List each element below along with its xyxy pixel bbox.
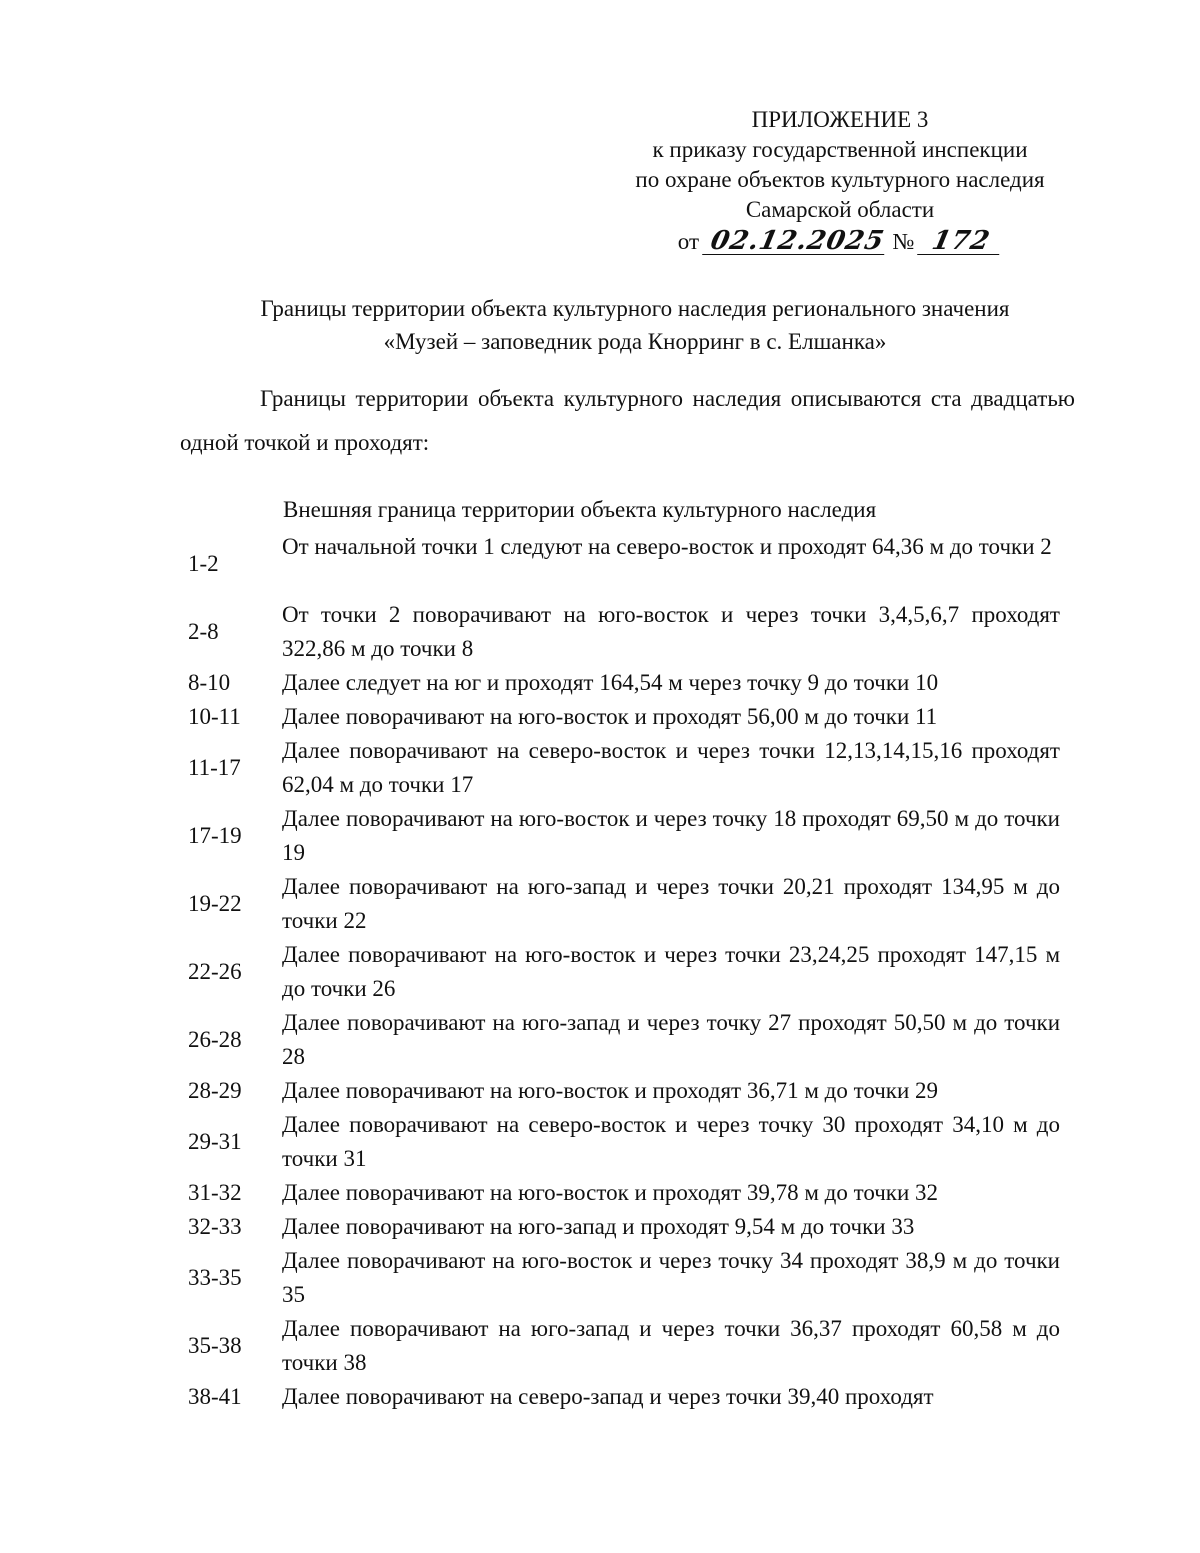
appendix-line-2: по охране объектов культурного наследия [635,167,1045,192]
appendix-line-1: к приказу государственной инспекции [652,137,1028,162]
appendix-header [600,105,1080,257]
segment-row [180,1244,1060,1312]
segment-row [180,1006,1060,1074]
section-heading: Внешняя граница территории объекта культурного наследия [283,497,877,522]
segment-row [180,870,1060,938]
title-line-1: Границы территории объекта культурного наследия регионального значения [260,296,1010,321]
segment-row [180,666,1060,700]
segment-code: 10-11 [188,704,241,729]
segment-description: Далее поворачивают на юго-восток и проходят 56,00 м до точки 11 [282,704,938,729]
segment-description: Далее поворачивают на юго-запад и проходят 9,54 м до точки 33 [282,1214,915,1239]
segment-code: 2-8 [188,619,219,644]
segment-row [180,598,1060,666]
title-line-2: «Музей – заповедник рода Кнорринг в с. Елшанка» [383,329,887,354]
segment-code: 31-32 [188,1180,242,1205]
segment-code: 33-35 [188,1265,242,1290]
segment-code: 22-26 [188,959,242,984]
segment-description: Далее поворачивают на юго-восток и через точки 23,24,25 проходят 147,15 м до точки 26 [282,942,1060,1001]
segment-description: Далее поворачивают на северо-запад и через точки 39,40 проходят [282,1384,934,1409]
intro-paragraph: Границы территории объекта культурного наследия описываются ста двадцатью одной точкой и проходят: [180,386,1075,455]
segment-row [180,700,1060,734]
segment-code: 26-28 [188,1027,242,1052]
segment-description: Далее поворачивают на юго-восток и проходят 36,71 м до точки 29 [282,1078,939,1103]
appendix-line-3: Самарской области [745,197,935,222]
segment-code: 8-10 [188,670,231,695]
document-title [170,292,1100,358]
segment-row [180,1312,1060,1380]
segment-row [180,1380,1060,1414]
handwritten-date: 02.12.2025 [702,228,890,255]
segment-description: От точки 2 поворачивают на юго-восток и через точки 3,4,5,6,7 проходят 322,86 м до точки 8 [282,602,1060,661]
segment-row [180,530,1060,598]
segment-row [180,802,1060,870]
segment-description: Далее поворачивают на северо-восток и через точку 30 проходят 34,10 м до точки 31 [282,1112,1060,1171]
segment-code: 11-17 [188,755,241,780]
segment-code: 28-29 [188,1078,242,1103]
appendix-title: ПРИЛОЖЕНИЕ 3 [751,107,929,132]
handwritten-number: 172 [917,228,1005,255]
segment-row [180,1074,1060,1108]
from-label: от [677,229,700,254]
segment-code: 17-19 [188,823,242,848]
boundary-segments-list [180,530,1060,1414]
segment-row [180,734,1060,802]
segment-description: Далее поворачивают на юго-запад и через точку 27 проходят 50,50 м до точки 28 [282,1010,1060,1069]
segment-description: От начальной точки 1 следуют на северо-восток и проходят 64,36 м до точки 2 [282,534,1052,559]
order-date-line [600,227,1080,257]
number-label: № [892,229,915,254]
segment-description: Далее поворачивают на юго-запад и через точки 36,37 проходят 60,58 м до точки 38 [282,1316,1060,1375]
segment-code: 19-22 [188,891,242,916]
segment-row [180,1176,1060,1210]
segment-description: Далее следует на юг и проходят 164,54 м через точку 9 до точки 10 [282,670,939,695]
segment-description: Далее поворачивают на юго-восток и через точку 34 проходят 38,9 м до точки 35 [282,1248,1060,1307]
segment-code: 32-33 [188,1214,242,1239]
segment-description: Далее поворачивают на юго-восток и проходят 39,78 м до точки 32 [282,1180,939,1205]
segment-code: 38-41 [188,1384,242,1409]
segment-row [180,938,1060,1006]
segment-code: 35-38 [188,1333,242,1358]
segment-description: Далее поворачивают на юго-запад и через точки 20,21 проходят 134,95 м до точки 22 [282,874,1060,933]
segment-code: 1-2 [188,551,219,576]
segment-code: 29-31 [188,1129,242,1154]
segment-description: Далее поворачивают на юго-восток и через точку 18 проходят 69,50 м до точки 19 [282,806,1060,865]
segment-row [180,1108,1060,1176]
segment-row [180,1210,1060,1244]
segment-description: Далее поворачивают на северо-восток и через точки 12,13,14,15,16 проходят 62,04 м до точки 17 [282,738,1060,797]
